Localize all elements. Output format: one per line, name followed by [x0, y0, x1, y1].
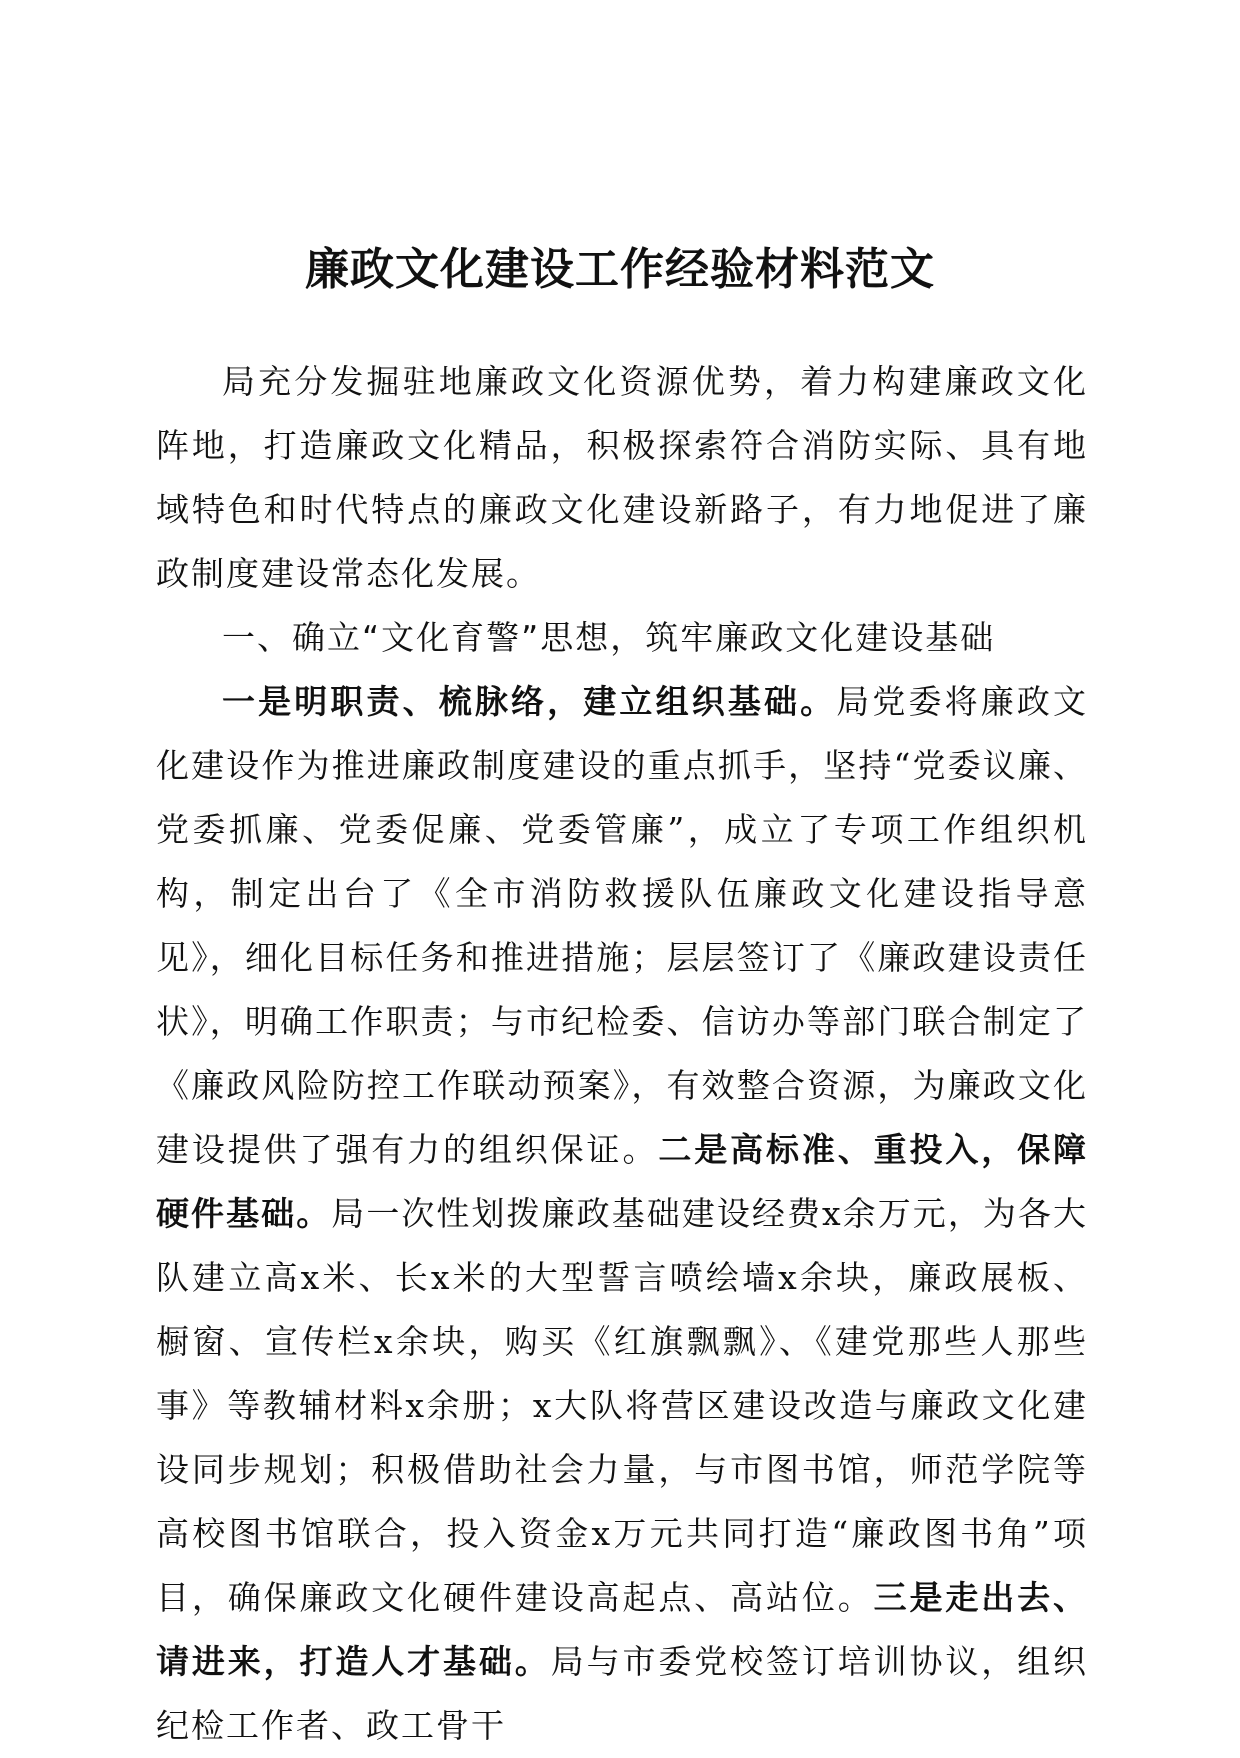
point-3-lead: 三是走出去、请进来，打造人才基础。 — [156, 1578, 1089, 1681]
point-1-text: 局党委将廉政文化建设作为推进廉政制度建设的重点抓手，坚持“党委议廉、党委抓廉、党委促廉、党委管廉”，成立了专项工作组织机构，制定出台了《全市消防救援队伍廉政文化建设指导意见》，细化目标任务和推进措施；层层签订了《廉政建设责任状》，明确工作职责；与市纪检委、信访办等部门联合制定了《廉政风险防控工作联动预案》，有效整合资源，为廉政文化建设提供了强有力的组织保证。 — [156, 682, 1089, 1169]
point-2-lead: 二是高标准、重投入，保障硬件基础。 — [156, 1130, 1089, 1233]
section-heading-1: 一、确立“文化育警”思想，筑牢廉政文化建设基础 — [222, 618, 996, 657]
document-title: 廉政文化建设工作经验材料范文 — [305, 244, 935, 295]
point-2-text: 局一次性划拨廉政基础建设经费x余万元，为各大队建立高x米、长x米的大型誓言喷绘墙x余块，廉政展板、橱窗、宣传栏x余块，购买《红旗飘飘》、《建党那些人那些事》等教辅材料x余册；x大队将营区建设改造与廉政文化建设同步规划；积极借助社会力量，与市图书馆，师范学院等高校图书馆联合，投入资金x万元共同打造“廉政图书角”项目，确保廉政文化硬件建设高起点、高站位。 — [156, 1194, 1088, 1617]
document-body — [156, 350, 1088, 1758]
point-1-lead: 一是明职责、梳脉络，建立组织基础。 — [222, 682, 837, 721]
intro-paragraph — [156, 350, 1088, 606]
section-1-paragraph — [156, 670, 1088, 1758]
point-3-text: 局与市委党校签订培训协议，组织纪检工作者、政工骨干 — [156, 1642, 1089, 1745]
intro-text: 局充分发掘驻地廉政文化资源优势，着力构建廉政文化阵地，打造廉政文化精品，积极探索符合消防实际、具有地域特色和时代特点的廉政文化建设新路子，有力地促进了廉政制度建设常态化发展。 — [156, 362, 1088, 593]
